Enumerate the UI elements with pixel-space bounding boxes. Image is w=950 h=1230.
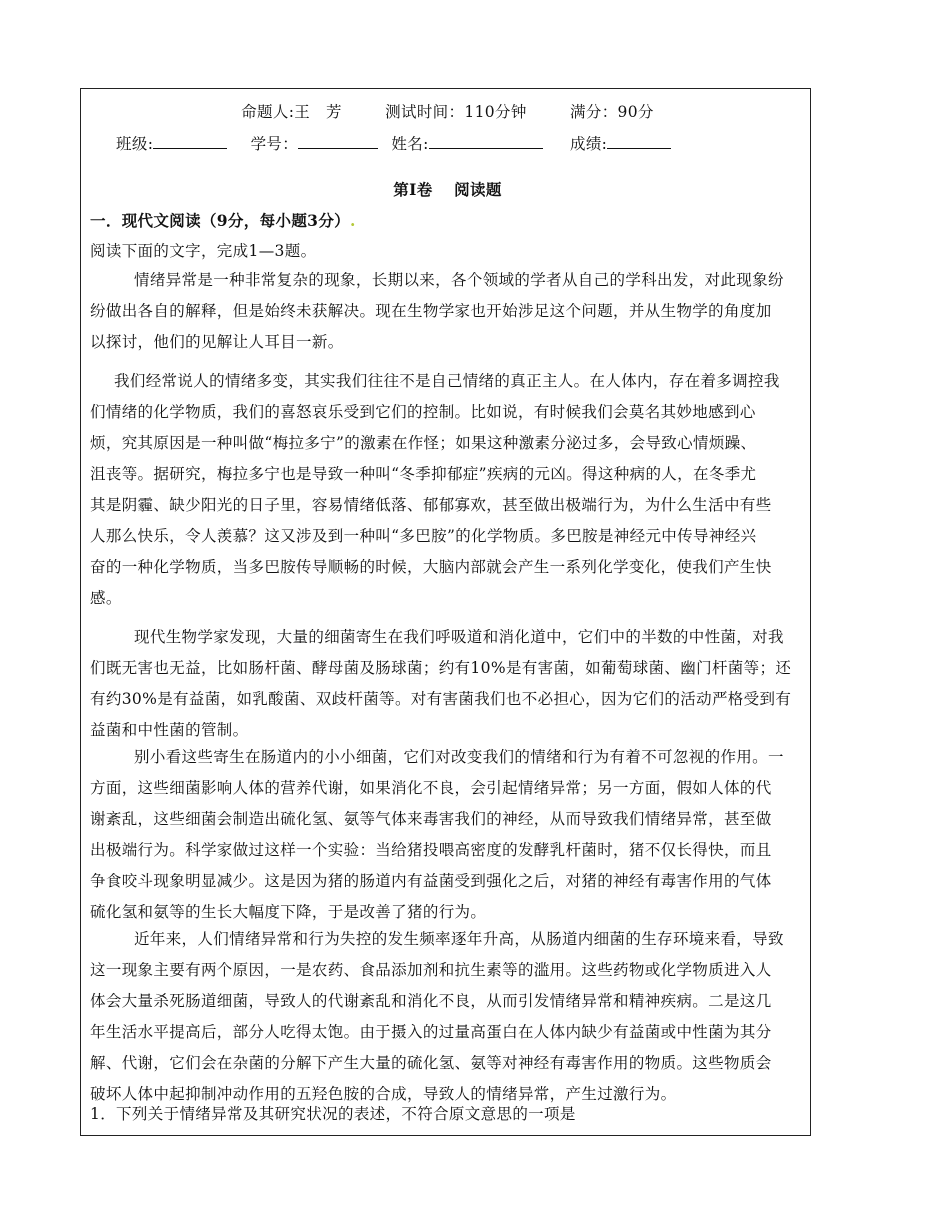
passage-line: 方面，这些细菌影响人体的营养代谢，如果消化不良，会引起情绪异常；另一方面，假如人体的代 (90, 779, 772, 797)
passage-line: 我们经常说人的情绪多变，其实我们往往不是自己情绪的真正主人。在人体内，存在着多调控我 (114, 372, 780, 390)
passage-line: 年生活水平提高后，部分人吃得太饱。由于摄入的过量高蛋白在人体内缺少有益菌或中性菌为其分 (90, 1023, 772, 1041)
passage-line: 其是阴霾、缺少阳光的日子里，容易情绪低落、郁郁寡欢，甚至做出极端行为，为什么生活中有些 (90, 496, 772, 514)
author: 命题人:王 芳 (241, 103, 342, 121)
passage-line: 奋的一种化学物质，当多巴胺传导顺畅的时候，大脑内部就会产生一系列化学变化，使我们产生快 (90, 558, 772, 576)
name-label: 姓名: (391, 135, 429, 153)
passage-line: 争食咬斗现象明显减少。这是因为猪的肠道内有益菌受到强化之后，对猪的神经有毒害作用的气体 (90, 872, 772, 890)
passage-line: 有约30%是有益菌，如乳酸菌、双歧杆菌等。对有害菌我们也不必担心，因为它们的活动严格受到有 (90, 690, 792, 708)
section-heading (90, 211, 805, 231)
class-label: 班级: (116, 135, 154, 153)
passage-line: 感。 (90, 589, 122, 607)
passage-line: 谢紊乱，这些细菌会制造出硫化氢、氨等气体来毒害我们的神经，从而导致我们情绪异常，甚至做 (90, 810, 772, 828)
decorative-dot: . (350, 211, 356, 230)
score-label: 成绩: (569, 135, 608, 153)
student-id-blank[interactable] (298, 134, 378, 149)
passage-line: 近年来，人们情绪异常和行为失控的发生频率逐年升高，从肠道内细菌的生存环境来看，导致 (134, 930, 784, 948)
volume-title: 第Ⅰ卷 阅读题 (393, 180, 502, 199)
class-blank[interactable] (153, 134, 227, 149)
passage-line: 情绪异常是一种非常复杂的现象，长期以来，各个领域的学者从自己的学科出发，对此现象纷 (134, 271, 784, 289)
passage-line: 这一现象主要有两个原因，一是农药、食品添加剂和抗生素等的滥用。这些药物或化学物质进入人 (90, 961, 772, 979)
full-score: 满分：90分 (570, 103, 654, 121)
passage-line: 益菌和中性菌的管制。 (90, 721, 249, 739)
exam-header-info (90, 102, 805, 122)
passage-line: 破坏人体中起抑制冲动作用的五羟色胺的合成，导致人的情绪异常，产生过激行为。 (90, 1085, 677, 1103)
passage-line: 解、代谢，它们会在杂菌的分解下产生大量的硫化氢、氨等对神经有毒害作用的物质。这些物质会 (90, 1054, 772, 1072)
reading-instruction: 阅读下面的文字，完成1—3题。 (90, 242, 317, 260)
student-info-row (116, 134, 831, 154)
passage-line: 体会大量杀死肠道细菌，导致人的代谢紊乱和消化不良，从而引发情绪异常和精神疾病。二是这几 (90, 992, 772, 1010)
section-title: 一．现代文阅读（9分，每小题3分） (90, 211, 351, 230)
passage-line: 沮丧等。据研究，梅拉多宁也是导致一种叫“冬季抑郁症”疾病的元凶。得这种病的人，在冬季尤 (90, 465, 757, 483)
question-1: 1．下列关于情绪异常及其研究状况的表述，不符合原文意思的一项是 (90, 1105, 576, 1123)
passage-line: 人那么快乐，令人羡慕？这又涉及到一种叫“多巴胺”的化学物质。多巴胺是神经元中传导神经兴 (90, 527, 757, 545)
passage-line: 硫化氢和氨等的生长大幅度下降，于是改善了猪的行为。 (90, 903, 487, 921)
passage-line: 出极端行为。科学家做过这样一个实验：当给猪投喂高密度的发酵乳杆菌时，猪不仅长得快，而且 (90, 841, 772, 859)
passage-line: 现代生物学家发现，大量的细菌寄生在我们呼吸道和消化道中，它们中的半数的中性菌，对我 (134, 628, 784, 646)
passage-line: 们情绪的化学物质，我们的喜怒哀乐受到它们的控制。比如说，有时候我们会莫名其妙地感到心 (90, 403, 756, 421)
passage-line: 以探讨，他们的见解让人耳目一新。 (90, 333, 344, 351)
student-id-label: 学号： (250, 135, 299, 153)
passage-line: 别小看这些寄生在肠道内的小小细菌，它们对改变我们的情绪和行为有着不可忽视的作用。一 (134, 748, 784, 766)
name-blank[interactable] (429, 134, 543, 149)
passage-line: 纷做出各自的解释，但是始终未获解决。现在生物学家也开始涉足这个问题，并从生物学的角度加 (90, 302, 772, 320)
duration: 测试时间：110分钟 (385, 103, 527, 121)
passage-line: 们既无害也无益，比如肠杆菌、酵母菌及肠球菌；约有10%是有害菌，如葡萄球菌、幽门杆菌等；还 (90, 659, 792, 677)
score-blank[interactable] (607, 134, 671, 149)
passage-line: 烦，究其原因是一种叫做“梅拉多宁”的激素在作怪；如果这种激素分泌过多，会导致心情烦躁、 (90, 434, 757, 452)
